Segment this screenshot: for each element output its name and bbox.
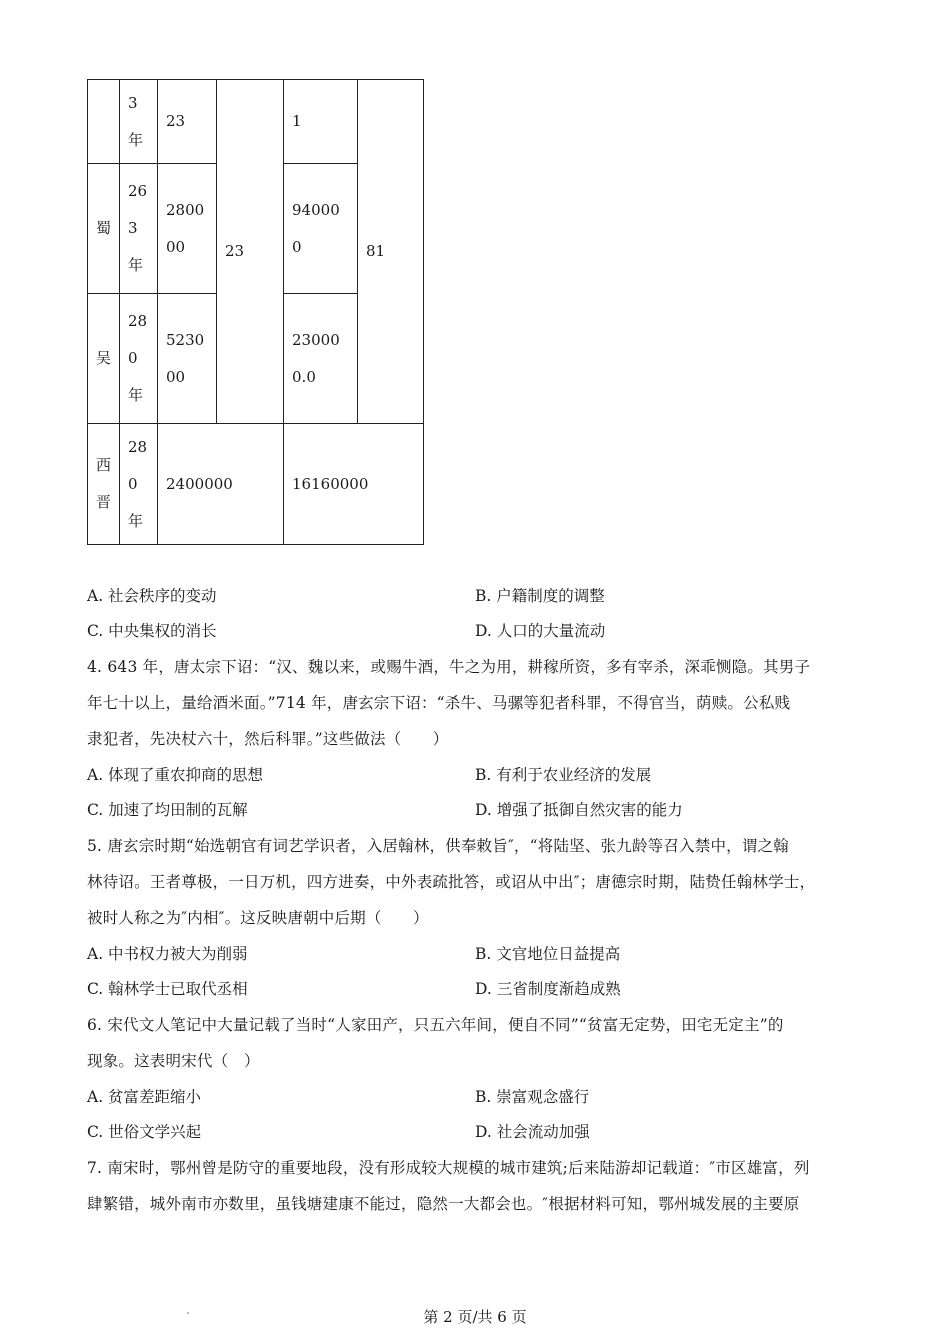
- table-row: [88, 80, 424, 164]
- question-7-line: 肆繁错，城外南市亦数里，虽钱塘建康不能过，隐然一大都会也。″根据材料可知，鄂州城发展的主要原: [87, 1195, 800, 1213]
- question-6-line: 6. 宋代文人笔记中大量记载了当时“人家田产，只五六年间，便自不同”“贫富无定势，田宅无定主”的: [87, 1016, 784, 1034]
- question-5-line: 林待诏。王者尊极，一日万机，四方进奏，中外表疏批答，或诏从中出″；唐德宗时期，陆贽任翰林学士，: [87, 873, 816, 891]
- option-d: D. 社会流动加强: [475, 1123, 590, 1141]
- option-a: A. 体现了重农抑商的思想: [87, 766, 264, 784]
- population-cell: 230000.0: [284, 294, 358, 424]
- population-table: [87, 79, 424, 545]
- question-4-line: 4. 643 年，唐太宗下诏：“汉、魏以来，或赐牛酒，牛之为用，耕稼所资，多有宰杀，深乖恻隐。其男子: [87, 658, 811, 676]
- option-b: B. 文官地位日益提高: [475, 945, 621, 963]
- state-cell: 西晋: [88, 424, 120, 545]
- state-cell: 吴: [88, 294, 120, 424]
- option-c: C. 中央集权的消长: [87, 622, 217, 640]
- option-a: A. 社会秩序的变动: [87, 587, 217, 605]
- households-cell: 280000: [158, 164, 217, 294]
- year-cell: 280年: [120, 424, 158, 545]
- state-cell: [88, 80, 120, 164]
- year-cell: 3年: [120, 80, 158, 164]
- state-cell: 蜀: [88, 164, 120, 294]
- page-footer: 第 2 页/共 6 页: [423, 1308, 527, 1326]
- option-b: B. 户籍制度的调整: [475, 587, 605, 605]
- table-row: [88, 424, 424, 545]
- option-a: A. 贫富差距缩小: [87, 1088, 202, 1106]
- question-4-line: 年七十以上，量给酒米面。”714 年，唐玄宗下诏：“杀牛、马骡等犯者科罪，不得官当，荫赎。公私贱: [87, 694, 791, 712]
- option-b: B. 有利于农业经济的发展: [475, 766, 652, 784]
- households-cell: 2400000: [158, 424, 284, 545]
- households-cell: 523000: [158, 294, 217, 424]
- option-c: C. 加速了均田制的瓦解: [87, 801, 248, 819]
- year-cell: 263年: [120, 164, 158, 294]
- population-merged-cell: 81: [358, 80, 424, 424]
- option-a: A. 中书权力被大为削弱: [87, 945, 248, 963]
- population-cell: 940000: [284, 164, 358, 294]
- option-b: B. 崇富观念盛行: [475, 1088, 590, 1106]
- option-d: D. 增强了抵御自然灾害的能力: [475, 801, 683, 819]
- question-4-line: 隶犯者，先决杖六十，然后科罪。”这些做法（ ）: [87, 730, 449, 748]
- question-5-line: 被时人称之为″内相″。这反映唐朝中后期（ ）: [87, 909, 429, 927]
- year-cell: 280年: [120, 294, 158, 424]
- option-d: D. 三省制度渐趋成熟: [475, 980, 621, 998]
- option-c: C. 翰林学士已取代丞相: [87, 980, 248, 998]
- households-merged-cell: 23: [217, 80, 284, 424]
- question-7-line: 7. 南宋时，鄂州曾是防守的重要地段，没有形成较大规模的城市建筑;后来陆游却记载道：″市区雄富，列: [87, 1159, 810, 1177]
- option-c: C. 世俗文学兴起: [87, 1123, 202, 1141]
- households-cell: 23: [158, 80, 217, 164]
- option-d: D. 人口的大量流动: [475, 622, 606, 640]
- question-5-line: 5. 唐玄宗时期“始选朝官有词艺学识者，入居翰林，供奉敕旨″，“将陆坚、张九龄等召入禁中，谓之翰: [87, 837, 789, 855]
- question-6-line: 现象。这表明宋代（ ）: [87, 1052, 260, 1070]
- population-cell: 1: [284, 80, 358, 164]
- population-cell: 16160000: [284, 424, 424, 545]
